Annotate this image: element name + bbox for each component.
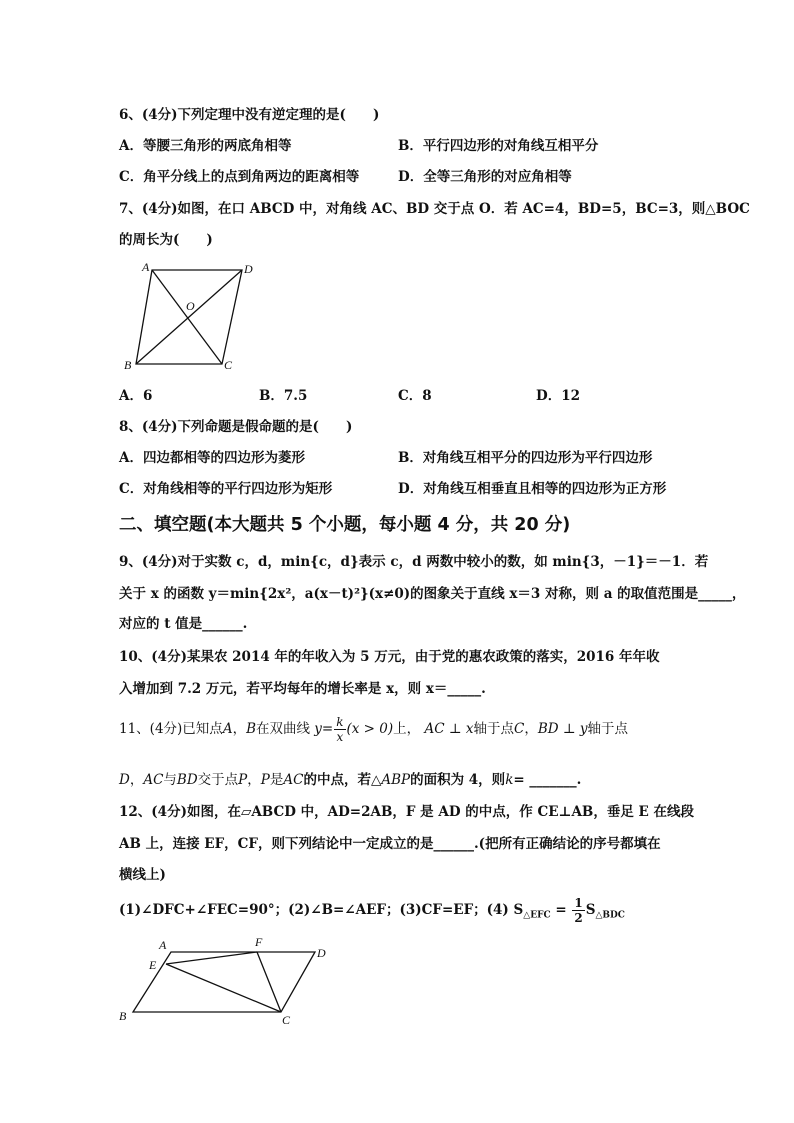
q7-option-a: A．6 bbox=[119, 388, 153, 404]
q12-conclusions bbox=[119, 893, 625, 933]
q6-option-c: C．角平分线上的点到角两边的距离相等 bbox=[119, 169, 360, 185]
q11-point-a: A bbox=[222, 721, 233, 737]
q8-option-a: A．四边都相等的四边形为菱形 bbox=[119, 450, 305, 466]
q11-equals: = bbox=[321, 721, 334, 737]
q10-line2: 入增加到 7.2 万元，若平均每年的增长率是 x，则 x＝_____. bbox=[119, 681, 486, 697]
q11-domain: (x > 0) bbox=[346, 721, 394, 737]
q8-stem: 8、(4分)下列命题是假命题的是( ) bbox=[119, 419, 353, 435]
q12-segment-ec bbox=[166, 964, 281, 1012]
q7-diagonal-bd bbox=[136, 270, 242, 364]
q11-line2 bbox=[119, 768, 581, 788]
q12-frac-num: 1 bbox=[574, 896, 583, 910]
q11-text-on: 上， bbox=[393, 721, 421, 737]
q8-option-d: D．对角线互相垂直且相等的四边形为正方形 bbox=[398, 481, 667, 497]
q11-point-p: P bbox=[238, 772, 248, 788]
q12-label-e: E bbox=[149, 958, 157, 972]
q7-label-c: C bbox=[224, 358, 233, 372]
q9-line1: 9、(4分)对于实数 c，d，min{c，d}表示 c，d 两数中较小的数，如 min{3，－1}＝－1．若 bbox=[119, 554, 709, 570]
q11-numerator-k: k bbox=[336, 715, 344, 729]
q11-l2-midpoint: 的中点，若 bbox=[303, 772, 371, 788]
q12-label-b: B bbox=[119, 1009, 127, 1023]
q12-parallelogram-figure bbox=[115, 930, 345, 1030]
q12-s2: S bbox=[585, 902, 596, 918]
q12-label-f: F bbox=[255, 935, 263, 949]
q7-option-d: D．12 bbox=[536, 388, 580, 404]
q7-diagonal-ac bbox=[152, 270, 222, 364]
q11-y-axis: y bbox=[579, 721, 588, 737]
q7-label-b: B bbox=[124, 358, 132, 372]
q12-line3: 横线上) bbox=[119, 867, 166, 883]
q11-sep2: ， bbox=[524, 721, 538, 737]
q8-option-b: B．对角线互相平分的四边形为平行四边形 bbox=[398, 450, 653, 466]
q11-prefix: 11、(4分)已知点 bbox=[119, 721, 223, 737]
q12-frac-den: 2 bbox=[574, 911, 583, 925]
q11-l2-is: 是 bbox=[269, 772, 284, 788]
q11-l2-seg-ac: AC bbox=[143, 772, 164, 788]
q11-point-d: D bbox=[119, 772, 130, 788]
q11-seg-ac: AC bbox=[424, 721, 445, 737]
q11-l2-seg-bd: BD bbox=[176, 772, 198, 788]
q11-perp2: ⊥ bbox=[562, 721, 576, 737]
q7-parallelogram-figure bbox=[118, 258, 268, 378]
q11-seg-bd: BD bbox=[537, 721, 559, 737]
q11-text-axis2: 轴于点 bbox=[587, 721, 628, 737]
q12-sub-efc: △EFC bbox=[523, 910, 551, 921]
q7-label-d: D bbox=[244, 262, 253, 276]
q11-l2-sep1: ， bbox=[129, 772, 144, 788]
q12-line1: 12、(4分)如图，在▱ABCD 中，AD=2AB，F 是 AD 的中点，作 CE⊥AB，垂足 E 在线段 bbox=[119, 804, 695, 820]
q6-option-a: A．等腰三角形的两底角相等 bbox=[119, 138, 292, 154]
q12-conclusion-text: (1)∠DFC+∠FEC=90°；(2)∠B=∠AEF；(3)CF=EF；(4) S bbox=[119, 902, 524, 918]
q12-parallelogram-outline bbox=[133, 952, 315, 1012]
q9-line3: 对应的 t 值是______. bbox=[119, 616, 248, 632]
q6-option-d: D．全等三角形的对应角相等 bbox=[398, 169, 572, 185]
q7-label-a: A bbox=[142, 260, 150, 274]
q12-segment-ef bbox=[166, 952, 257, 964]
q12-label-c: C bbox=[282, 1013, 291, 1027]
q8-option-c: C．对角线相等的平行四边形为矩形 bbox=[119, 481, 333, 497]
q12-label-a: A bbox=[159, 938, 167, 952]
q11-l2-and: 与 bbox=[163, 772, 177, 788]
q6-stem: 6、(4分)下列定理中没有逆定理的是( ) bbox=[119, 107, 380, 123]
q11-denominator-x: x bbox=[336, 730, 344, 744]
section2-title: 二、填空题(本大题共 5 个小题，每小题 4 分，共 20 分) bbox=[119, 515, 571, 535]
q11-var-y: y bbox=[314, 721, 322, 737]
q12-sub-bdc: △BDC bbox=[595, 910, 625, 921]
q11-triangle-abp: △ABP bbox=[370, 772, 411, 788]
q11-perp1: ⊥ bbox=[448, 721, 462, 737]
q11-point-b: B bbox=[246, 721, 256, 737]
q11-l2-seg-ac2: AC bbox=[283, 772, 304, 788]
q12-fraction-half bbox=[572, 897, 584, 924]
q12-equals: = bbox=[550, 902, 572, 918]
q7-stem-line1: 7、(4分)如图，在口 ABCD 中，对角线 AC、BD 交于点 O．若 AC=4，BD=5，BC=3，则△BOC bbox=[119, 201, 750, 217]
q11-fraction-k-over-x bbox=[334, 716, 345, 743]
q11-answer-blank: = _______. bbox=[513, 772, 582, 788]
q11-sep1: ， bbox=[232, 721, 247, 737]
q9-line2: 关于 x 的函数 y＝min{2x²，a(x－t)²}(x≠0)的图象关于直线 x＝3 对称，则 a 的取值范围是_____， bbox=[119, 586, 746, 602]
q11-l2-sep2: ， bbox=[247, 772, 261, 788]
q11-var-k: k bbox=[505, 772, 514, 788]
q11-text-axis1: 轴于点 bbox=[473, 721, 514, 737]
q11-x-axis: x bbox=[465, 721, 474, 737]
q7-option-c: C．8 bbox=[398, 388, 432, 404]
q7-label-o: O bbox=[186, 299, 195, 313]
q12-line2: AB 上，连接 EF，CF，则下列结论中一定成立的是______.(把所有正确结论的序号都填在 bbox=[119, 836, 661, 852]
q12-label-d: D bbox=[317, 946, 326, 960]
q7-option-b: B．7.5 bbox=[259, 388, 308, 404]
q7-stem-line2: 的周长为( ) bbox=[119, 232, 213, 248]
q11-point-p2: P bbox=[260, 772, 270, 788]
q11-l2-area: 的面积为 4，则 bbox=[410, 772, 506, 788]
q11-line1 bbox=[119, 711, 628, 747]
q11-point-c: C bbox=[513, 721, 525, 737]
q11-text-on-curve: 在双曲线 bbox=[255, 721, 310, 737]
q10-line1: 10、(4分)某果农 2014 年的年收入为 5 万元，由于党的惠农政策的落实，2016 年年收 bbox=[119, 649, 660, 665]
q11-l2-intersect: 交于点 bbox=[197, 772, 239, 788]
q6-option-b: B．平行四边形的对角线互相平分 bbox=[398, 138, 599, 154]
